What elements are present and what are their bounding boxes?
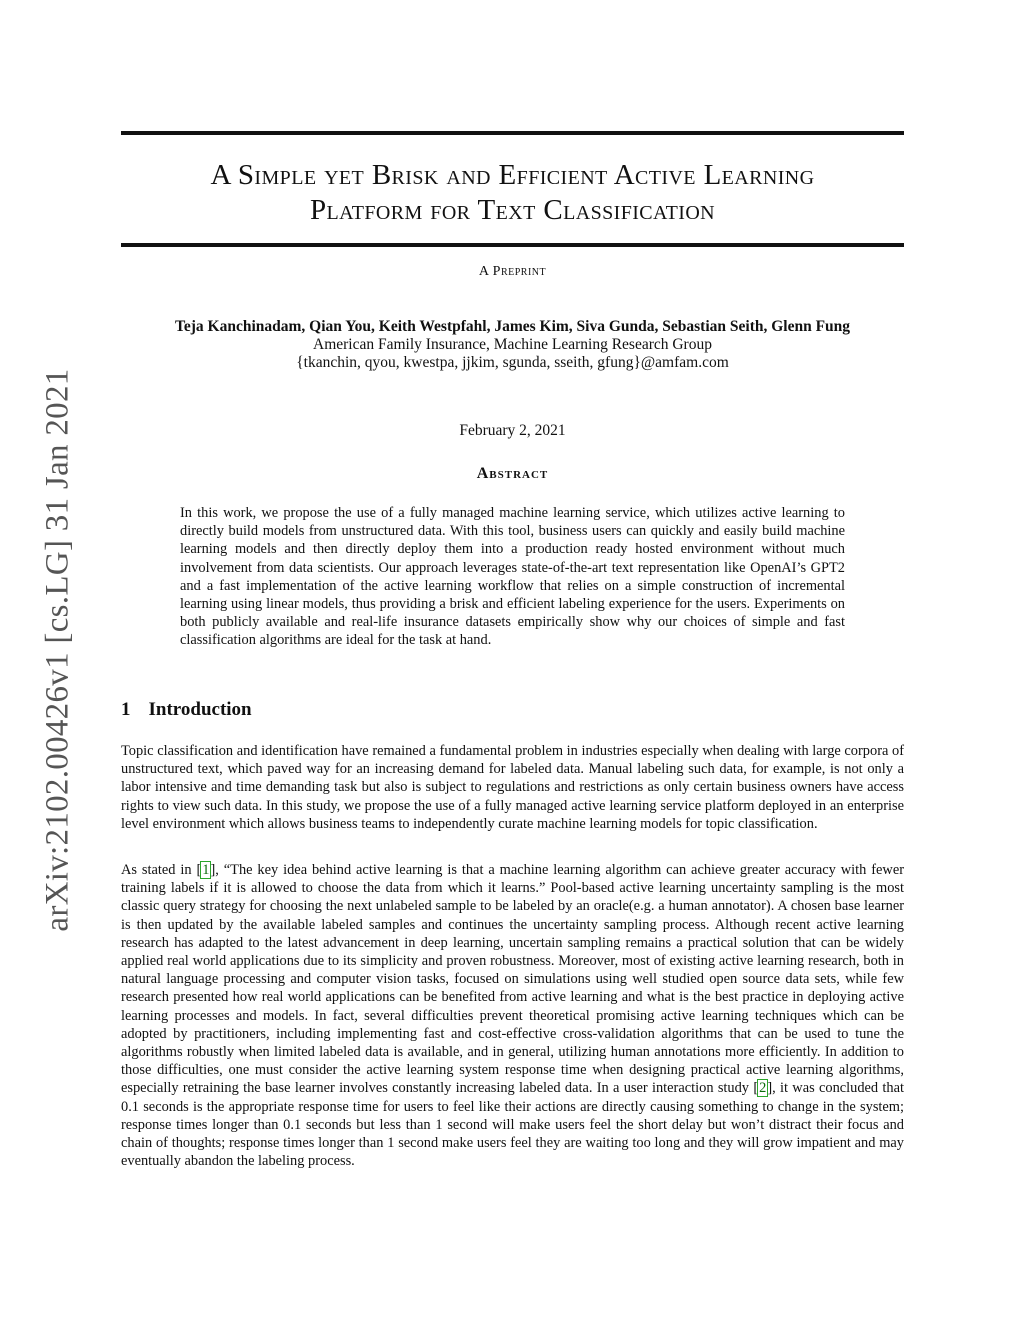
title-bottom-rule (121, 243, 904, 247)
section-number: 1 (121, 699, 131, 720)
citation-link-1[interactable]: 1 (202, 862, 210, 878)
paper-title (121, 158, 904, 228)
paper-date: February 2, 2021 (459, 422, 566, 439)
intro-paragraph-2: As stated in [1], “The key idea behind active learning is that a machine learning algorithm can achieve greater accuracy with fewer training labels if it is allowed to choose the data from which it learns.” Pool-based active learning uncertainty sampling is the most classic query strategy for choosing the next unlabeled sample to be labeled by an oracle(e.g. a human annotator). A chosen base learner is then updated by the available labeled samples and continues the uncertainty sampling process. Although recent active learning research has adapted to the latest advancement in deep learning, uncertain sampling remains a practical solution that can be widely applied real world applications due to its simplicity and proven robustness. Moreover, most of existing active learning research, both in natural language processing and computer vision tasks, focused on simulations using well studied open source data sets, while few research presented how real world applications can be benefited from active learning and what is the best practice in deploying active learning processes and models. In fact, several difficulties prevent theoretical promising active learning techniques which can be adopted by practitioners, including implementing fast and cost-effective cross-validation algorithms that can be used to tune the algorithms robustly when limited labeled data is available, and in general, utilizing human annotations more efficiently. In addition to those difficulties, one must consider the active learning system response time when designing practical active learning algorithms, especially retraining the base learner involves constantly increasing labeled data. In a user interaction study [2], it was concluded that 0.1 seconds is the appropriate response time for users to feel like their actions are directly causing something to change in the system; response times longer than 0.1 seconds but less than 1 second will make users feel the short delay but won’t distract their focus and chain of thoughts; response times longer than 1 second make users feel they are waiting too long and they will grow impatient and may eventually abandon the labeling process. (121, 862, 905, 1170)
preprint-label: A Preprint (478, 264, 547, 279)
title-top-rule (121, 131, 904, 135)
intro-paragraph-2-part-b: , “The key idea behind active learning is that a machine learning algorithm can achieve greater accuracy with fewer training labels if it is allowed to choose the data from which it learns.” Pool-based active learning uncertainty sampling is the most classic query strategy for choosing the next unlabeled sample to be labeled by an oracle(e.g. a human annotator). A chosen base learner is then updated by the available labeled samples and continues the uncertainty sampling process. Although recent active learning research has adapted to the latest advancement in deep learning, uncertain sampling remains a practical solution that can be widely applied real world applications due to its simplicity and proven robustness. Moreover, most of existing active learning research, both in natural language processing and computer vision tasks, focused on simulations using well studied open source data sets, while few research presented how real world applications can be benefited from active learning and what is the best practice in deploying active learning processes and models. In fact, several difficulties prevent theoretical promising active learning techniques which can be adopted by practitioners, including implementing fast and cost-effective cross-validation algorithms that can be used to tune the algorithms robustly when limited labeled data is available, and in general, utilizing human annotations more efficiently. In addition to those difficulties, one must consider the active learning system response time when designing practical active learning algorithms, especially retraining the base learner involves constantly increasing labeled data. In a user interaction study (121, 862, 905, 1097)
section-title: Introduction (148, 699, 252, 720)
arxiv-identifier: arXiv:2102.00426v1 [cs.LG] 31 Jan 2021 (39, 368, 76, 932)
section-heading-introduction (121, 699, 252, 721)
intro-paragraph-1: Topic classification and identification have remained a fundamental problem in industries especially when dealing with large corpora of unstructured text, which paved way for an increasing demand for labeled data. Manual labeling such data, for example, is not only a labor intensive and time demanding task but also is subject to regulations and restrictions as only certain business owners have access rights to view such data. In this study, we propose the use of a fully managed active learning service platform deployed in an enterprise level environment which allows business teams to independently curate machine learning models for topic classification. (121, 743, 904, 832)
citation-link-2[interactable]: 2 (759, 1080, 767, 1097)
paper-title-line-1: A Simple yet Brisk and Efficient Active Learning (210, 159, 815, 191)
author-emails: {tkanchin, qyou, kwestpa, jjkim, sgunda, sseith, gfung}@amfam.com (296, 354, 729, 371)
intro-paragraph-2-part-c: , it was concluded that 0.1 seconds is the appropriate response time for users to feel like their actions are directly causing something to change in the system; response times longer than 0.1 seconds but less than 1 second will make users feel the short delay but won’t distract their focus and chain of thoughts; response times longer than 1 second make users feel they are waiting too long and they will grow impatient and may eventually abandon the labeling process. (121, 1080, 904, 1170)
author-block (121, 318, 904, 372)
abstract-text: In this work, we propose the use of a fully managed machine learning service, which utilizes active learning to directly build models from unstructured data. With this tool, business users can quickly and easily build machine learning models and then directly deploy them into a production ready hosted environment without much involvement from data scientists. Our approach leverages state-of-the-art text representation like OpenAI’s GPT2 and a fast implementation of the active learning workflow that relies on a simple construction of incremental learning using linear models, thus providing a brisk and efficient labeling experience for the users. Experiments on both publicly available and real-life insurance datasets empirically show why our choices of simple and fast classification algorithms are ideal for the task at hand. (180, 505, 845, 649)
author-names: Teja Kanchinadam, Qian You, Keith Westpfahl, James Kim, Siva Gunda, Sebastian Seith, Glenn Fung (174, 318, 851, 335)
author-affiliation: American Family Insurance, Machine Learning Research Group (313, 336, 712, 353)
intro-paragraph-2-part-a: As stated in (121, 862, 197, 878)
paper-title-line-2: Platform for Text Classification (309, 194, 716, 226)
abstract-heading: Abstract (476, 465, 549, 482)
